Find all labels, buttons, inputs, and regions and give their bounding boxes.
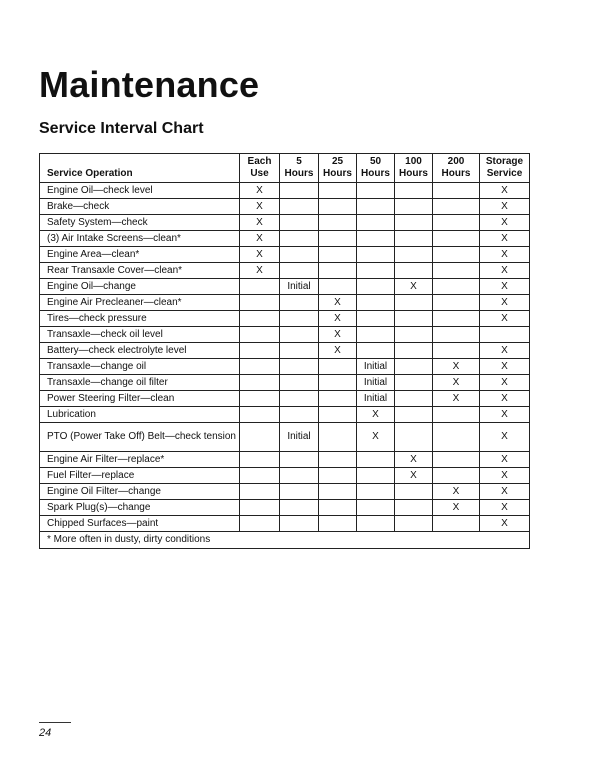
interval-cell-50-hours — [357, 231, 395, 247]
table-row — [40, 295, 530, 311]
interval-cell-100-hours: X — [395, 468, 433, 484]
interval-cell-each-use — [240, 295, 280, 311]
interval-cell-50-hours — [357, 279, 395, 295]
interval-cell-25-hours — [319, 407, 357, 423]
interval-cell-200-hours — [433, 343, 480, 359]
service-operation-cell: Engine Oil—change — [40, 279, 240, 295]
interval-cell-100-hours — [395, 247, 433, 263]
interval-cell-50-hours — [357, 500, 395, 516]
table-row — [40, 452, 530, 468]
interval-cell-each-use: X — [240, 247, 280, 263]
interval-cell-5-hours — [280, 407, 319, 423]
table-row — [40, 359, 530, 375]
column-header-line: Hours — [399, 168, 428, 179]
interval-cell-200-hours: X — [433, 391, 480, 407]
interval-cell-200-hours — [433, 452, 480, 468]
table-row — [40, 343, 530, 359]
interval-cell-each-use: X — [240, 231, 280, 247]
interval-cell-storage-service: X — [480, 343, 530, 359]
interval-cell-storage-service — [480, 327, 530, 343]
interval-cell-5-hours — [280, 468, 319, 484]
interval-cell-100-hours — [395, 199, 433, 215]
interval-cell-storage-service: X — [480, 359, 530, 375]
interval-cell-200-hours — [433, 295, 480, 311]
interval-cell-100-hours — [395, 327, 433, 343]
interval-cell-200-hours — [433, 516, 480, 532]
service-operation-cell: Brake—check — [40, 199, 240, 215]
service-operation-cell: Power Steering Filter—clean — [40, 391, 240, 407]
interval-cell-100-hours — [395, 263, 433, 279]
service-operation-cell: PTO (Power Take Off) Belt—check tension — [40, 423, 240, 452]
interval-cell-200-hours: X — [433, 484, 480, 500]
column-header-100-hours — [395, 154, 433, 183]
interval-cell-5-hours — [280, 500, 319, 516]
table-body — [40, 183, 530, 532]
interval-cell-200-hours — [433, 231, 480, 247]
page-number: 24 — [39, 727, 52, 739]
interval-cell-5-hours — [280, 452, 319, 468]
interval-cell-50-hours — [357, 263, 395, 279]
interval-cell-25-hours — [319, 484, 357, 500]
service-operation-cell: Tires—check pressure — [40, 311, 240, 327]
table-row — [40, 183, 530, 199]
interval-cell-5-hours — [280, 183, 319, 199]
interval-cell-25-hours — [319, 231, 357, 247]
interval-cell-25-hours — [319, 468, 357, 484]
interval-cell-each-use — [240, 516, 280, 532]
table-row — [40, 327, 530, 343]
interval-cell-each-use: X — [240, 183, 280, 199]
table-row — [40, 391, 530, 407]
interval-cell-25-hours: X — [319, 311, 357, 327]
interval-cell-200-hours — [433, 247, 480, 263]
interval-cell-200-hours — [433, 311, 480, 327]
interval-cell-25-hours — [319, 516, 357, 532]
interval-cell-each-use — [240, 484, 280, 500]
table-row — [40, 423, 530, 452]
interval-cell-100-hours — [395, 500, 433, 516]
table-row — [40, 231, 530, 247]
interval-cell-100-hours — [395, 423, 433, 452]
interval-cell-50-hours — [357, 295, 395, 311]
service-operation-cell: Engine Area—clean* — [40, 247, 240, 263]
interval-cell-storage-service: X — [480, 516, 530, 532]
service-operation-cell: Battery—check electrolyte level — [40, 343, 240, 359]
interval-cell-50-hours: X — [357, 407, 395, 423]
footnote: * More often in dusty, dirty conditions — [40, 532, 530, 549]
interval-cell-each-use — [240, 423, 280, 452]
interval-cell-100-hours — [395, 516, 433, 532]
table-row — [40, 375, 530, 391]
service-operation-cell: Rear Transaxle Cover—clean* — [40, 263, 240, 279]
column-header-line: Use — [250, 168, 269, 179]
interval-cell-each-use — [240, 359, 280, 375]
interval-cell-100-hours: X — [395, 279, 433, 295]
interval-cell-5-hours — [280, 343, 319, 359]
interval-cell-each-use — [240, 500, 280, 516]
column-header-service-operation — [40, 154, 240, 183]
service-operation-cell: Engine Air Filter—replace* — [40, 452, 240, 468]
column-header-line: Each — [247, 156, 272, 167]
interval-cell-each-use — [240, 375, 280, 391]
interval-cell-5-hours: Initial — [280, 279, 319, 295]
interval-cell-200-hours — [433, 215, 480, 231]
column-header-5-hours — [280, 154, 319, 183]
interval-cell-50-hours — [357, 247, 395, 263]
interval-cell-each-use — [240, 327, 280, 343]
interval-cell-25-hours — [319, 183, 357, 199]
interval-cell-storage-service: X — [480, 423, 530, 452]
interval-cell-5-hours — [280, 231, 319, 247]
section-title: Service Interval Chart — [39, 120, 204, 137]
interval-cell-5-hours — [280, 263, 319, 279]
interval-cell-100-hours — [395, 215, 433, 231]
interval-cell-200-hours — [433, 407, 480, 423]
interval-cell-100-hours — [395, 407, 433, 423]
interval-cell-each-use — [240, 311, 280, 327]
interval-cell-100-hours — [395, 359, 433, 375]
interval-cell-5-hours — [280, 484, 319, 500]
column-header-line: 50 — [369, 156, 382, 167]
service-operation-cell: Engine Air Precleaner—clean* — [40, 295, 240, 311]
table-row — [40, 311, 530, 327]
column-header-25-hours — [319, 154, 357, 183]
interval-cell-200-hours: X — [433, 500, 480, 516]
interval-cell-50-hours: Initial — [357, 391, 395, 407]
interval-cell-5-hours — [280, 215, 319, 231]
interval-cell-200-hours — [433, 183, 480, 199]
interval-cell-5-hours — [280, 516, 319, 532]
interval-cell-25-hours — [319, 263, 357, 279]
interval-cell-200-hours — [433, 468, 480, 484]
interval-cell-100-hours — [395, 295, 433, 311]
interval-cell-25-hours — [319, 391, 357, 407]
interval-cell-25-hours — [319, 199, 357, 215]
service-operation-cell: Transaxle—change oil — [40, 359, 240, 375]
interval-cell-50-hours — [357, 311, 395, 327]
interval-cell-5-hours — [280, 295, 319, 311]
service-operation-cell: Spark Plug(s)—change — [40, 500, 240, 516]
interval-cell-storage-service: X — [480, 183, 530, 199]
interval-cell-each-use: X — [240, 199, 280, 215]
table-row — [40, 247, 530, 263]
interval-cell-50-hours — [357, 484, 395, 500]
column-header-line: 100 — [405, 156, 422, 167]
interval-cell-storage-service: X — [480, 452, 530, 468]
interval-cell-storage-service: X — [480, 263, 530, 279]
interval-cell-50-hours — [357, 468, 395, 484]
interval-cell-storage-service: X — [480, 391, 530, 407]
interval-cell-each-use — [240, 279, 280, 295]
interval-cell-25-hours — [319, 452, 357, 468]
interval-cell-50-hours: Initial — [357, 375, 395, 391]
interval-cell-each-use — [240, 407, 280, 423]
interval-cell-5-hours — [280, 247, 319, 263]
interval-cell-25-hours: X — [319, 343, 357, 359]
interval-cell-5-hours — [280, 359, 319, 375]
interval-cell-200-hours — [433, 279, 480, 295]
interval-cell-storage-service: X — [480, 311, 530, 327]
interval-cell-50-hours — [357, 343, 395, 359]
table-row — [40, 263, 530, 279]
interval-cell-200-hours: X — [433, 359, 480, 375]
footer-rule — [39, 722, 71, 723]
interval-cell-100-hours — [395, 231, 433, 247]
interval-cell-storage-service: X — [480, 407, 530, 423]
interval-cell-50-hours — [357, 199, 395, 215]
service-operation-cell: Safety System—check — [40, 215, 240, 231]
interval-cell-storage-service: X — [480, 484, 530, 500]
column-header-line: Hours — [284, 168, 314, 179]
interval-cell-storage-service: X — [480, 215, 530, 231]
interval-cell-each-use — [240, 343, 280, 359]
service-interval-chart — [39, 153, 529, 549]
column-header-line: Service Operation — [47, 168, 133, 179]
interval-cell-25-hours — [319, 375, 357, 391]
interval-cell-5-hours — [280, 375, 319, 391]
interval-cell-200-hours — [433, 423, 480, 452]
interval-cell-25-hours — [319, 500, 357, 516]
interval-cell-100-hours — [395, 183, 433, 199]
interval-cell-storage-service: X — [480, 468, 530, 484]
service-interval-table — [39, 153, 530, 549]
interval-cell-100-hours — [395, 375, 433, 391]
interval-cell-5-hours — [280, 327, 319, 343]
interval-cell-100-hours — [395, 311, 433, 327]
interval-cell-5-hours — [280, 391, 319, 407]
interval-cell-100-hours — [395, 343, 433, 359]
column-header-line: Hours — [441, 168, 471, 179]
table-row — [40, 484, 530, 500]
service-operation-cell: Transaxle—check oil level — [40, 327, 240, 343]
table-row — [40, 468, 530, 484]
column-header-line: Service — [486, 168, 523, 179]
interval-cell-25-hours: X — [319, 327, 357, 343]
column-header-storage-service — [480, 154, 530, 183]
interval-cell-100-hours — [395, 391, 433, 407]
footnote-row — [40, 532, 530, 549]
interval-cell-25-hours — [319, 279, 357, 295]
service-operation-cell: Lubrication — [40, 407, 240, 423]
interval-cell-25-hours: X — [319, 295, 357, 311]
interval-cell-each-use — [240, 468, 280, 484]
service-operation-cell: Engine Oil Filter—change — [40, 484, 240, 500]
interval-cell-50-hours — [357, 215, 395, 231]
interval-cell-each-use — [240, 391, 280, 407]
interval-cell-50-hours — [357, 452, 395, 468]
service-operation-cell: Transaxle—change oil filter — [40, 375, 240, 391]
interval-cell-storage-service: X — [480, 500, 530, 516]
interval-cell-50-hours — [357, 327, 395, 343]
interval-cell-200-hours: X — [433, 375, 480, 391]
interval-cell-25-hours — [319, 247, 357, 263]
column-header-line: 25 — [331, 156, 344, 167]
interval-cell-25-hours — [319, 215, 357, 231]
table-row — [40, 516, 530, 532]
service-operation-cell: Fuel Filter—replace — [40, 468, 240, 484]
interval-cell-storage-service: X — [480, 247, 530, 263]
interval-cell-50-hours: Initial — [357, 359, 395, 375]
interval-cell-storage-service: X — [480, 199, 530, 215]
interval-cell-each-use: X — [240, 263, 280, 279]
table-row — [40, 279, 530, 295]
interval-cell-50-hours — [357, 516, 395, 532]
column-header-line: Hours — [361, 168, 390, 179]
page-title: Maintenance — [39, 64, 260, 105]
interval-cell-5-hours: Initial — [280, 423, 319, 452]
interval-cell-50-hours — [357, 183, 395, 199]
column-header-50-hours — [357, 154, 395, 183]
interval-cell-25-hours — [319, 359, 357, 375]
interval-cell-each-use: X — [240, 215, 280, 231]
interval-cell-storage-service: X — [480, 295, 530, 311]
service-operation-cell: (3) Air Intake Screens—clean* — [40, 231, 240, 247]
column-header-line: 5 — [296, 156, 302, 167]
interval-cell-200-hours — [433, 327, 480, 343]
interval-cell-200-hours — [433, 199, 480, 215]
service-operation-cell: Chipped Surfaces—paint — [40, 516, 240, 532]
interval-cell-100-hours: X — [395, 452, 433, 468]
table-header-row — [40, 154, 530, 183]
column-header-line: Storage — [485, 156, 524, 167]
column-header-each-use — [240, 154, 280, 183]
interval-cell-each-use — [240, 452, 280, 468]
column-header-200-hours — [433, 154, 480, 183]
column-header-line: 200 — [447, 156, 465, 167]
service-operation-cell: Engine Oil—check level — [40, 183, 240, 199]
table-row — [40, 199, 530, 215]
interval-cell-storage-service: X — [480, 375, 530, 391]
table-row — [40, 407, 530, 423]
interval-cell-5-hours — [280, 199, 319, 215]
interval-cell-storage-service: X — [480, 231, 530, 247]
interval-cell-200-hours — [433, 263, 480, 279]
interval-cell-storage-service: X — [480, 279, 530, 295]
table-row — [40, 500, 530, 516]
interval-cell-25-hours — [319, 423, 357, 452]
column-header-line: Hours — [323, 168, 352, 179]
table-row — [40, 215, 530, 231]
interval-cell-5-hours — [280, 311, 319, 327]
interval-cell-100-hours — [395, 484, 433, 500]
interval-cell-50-hours: X — [357, 423, 395, 452]
